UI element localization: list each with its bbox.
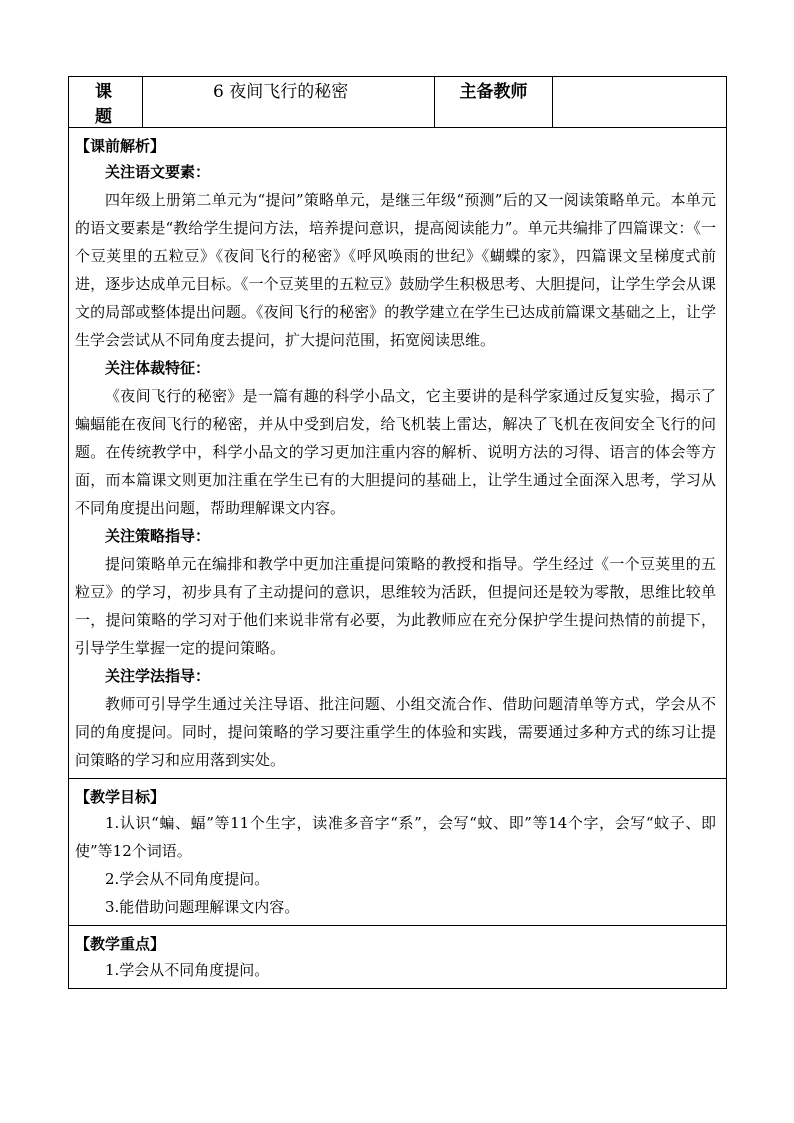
teacher-label: 主备教师 [435,77,553,128]
header-row [69,77,727,128]
objectives-row [69,779,727,926]
pre-analysis-section [69,128,727,779]
block-text: 教师可引导学生通过关注导语、批注问题、小组交流合作、借助问题清单等方式，学会从不同的角度提问。同时，提问策略的学习要注重学生的体验和实践，需要通过多种方式的练习让提问策略的学习和应用落到实处。 [75,695,716,769]
teacher-value [553,77,727,128]
key-point-item: 1.学会从不同角度提问。 [105,961,270,979]
lesson-title: 6 夜间飞行的秘密 [143,77,435,128]
lesson-plan-sheet [68,76,726,989]
objective-item: 3.能借助问题理解课文内容。 [105,898,300,916]
objectives-heading: 【教学目标】 [75,788,166,806]
pre-analysis-heading: 【课前解析】 [75,137,166,155]
block-text: 《夜间飞行的秘密》是一篇有趣的科学小品文，它主要讲的是科学家通过反复实验，揭示了蝙蝠能在夜间飞行的秘密，并从中受到启发，给飞机装上雷达，解决了飞机在夜间安全飞行的问题。在传统教学中，科学小品文的学习更加注重内容的解析、说明方法的习得、语言的体会等方面，而本篇课文则更加注重在学生已有的大胆提问的基础上，让学生通过全面深入思考，学习从不同角度提出问题，帮助理解课文内容。 [75,387,716,517]
block-subheading: 关注策略指导： [105,527,211,545]
block-text: 四年级上册第二单元为“提问”策略单元，是继三年级“预测”后的又一阅读策略单元。本单元的语文要素是“教给学生提问方法，培养提问意识，提高阅读能力”。单元共编排了四篇课文：《一个豆荚里的五粒豆》《夜间飞行的秘密》《呼风唤雨的世纪》《蝴蝶的家》，四篇课文呈梯度式前进，逐步达成单元目标。《一个豆荚里的五粒豆》鼓励学生积极思考、大胆提问，让学生学会从课文的局部或整体提出问题。《夜间飞行的秘密》的教学建立在学生已达成前篇课文基础之上，让学生学会尝试从不同角度去提问，扩大提问范围，拓宽阅读思维。 [75,191,716,349]
objective-item: 1.认识“蝙、蝠”等11个生字，读准多音字“系”，会写“蚊、即”等14个字，会写“蚊子、即使”等12个词语。 [75,814,716,860]
topic-label: 课 题 [69,77,143,128]
key-points-row [69,926,727,989]
lesson-plan-table [68,76,727,989]
block-subheading: 关注体裁特征： [105,359,211,377]
block-text: 提问策略单元在编排和教学中更加注重提问策略的教授和指导。学生经过《一个豆荚里的五粒豆》的学习，初步具有了主动提问的意识，思维较为活跃，但提问还是较为零散，思维比较单一，提问策略的学习对于他们来说非常有必要，为此教师应在充分保护学生提问热情的前提下，引导学生掌握一定的提问策略。 [75,555,716,657]
objectives-section [69,779,727,926]
block-subheading: 关注学法指导： [105,667,211,685]
key-points-heading: 【教学重点】 [75,935,166,953]
objective-item: 2.学会从不同角度提问。 [105,870,270,888]
key-points-section [69,926,727,989]
block-subheading: 关注语文要素： [105,163,211,181]
pre-analysis-row [69,128,727,779]
